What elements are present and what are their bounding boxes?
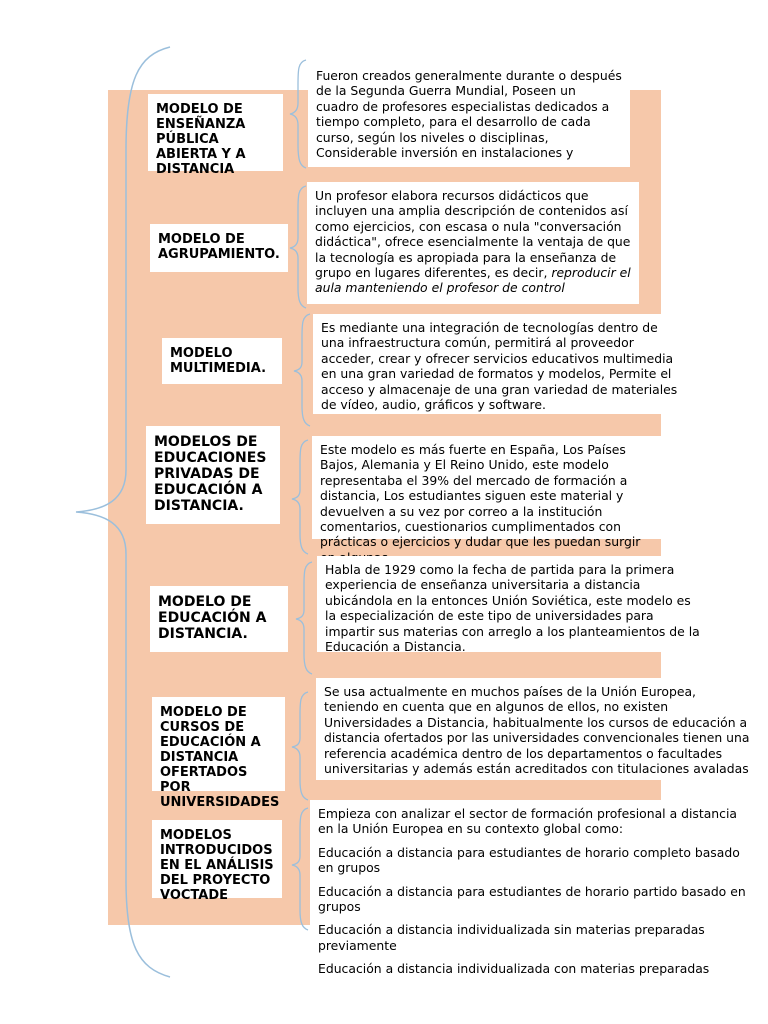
model-label-educaciones-privadas: MODELOS DE EDUCACIONES PRIVADAS DE EDUCACIÓN A DISTANCIA.	[146, 426, 280, 524]
description-text: Se usa actualmente en muchos países de la Unión Europea, teniendo en cuenta que en algunos de ellos, no existen Universidades a Distancia, habitualmente los cursos de educación a distancia ofertados por las universidades convencionales tienen una referencia académica dentro de los departamentos o facultades universitarias y además están acreditados con titulaciones avaladas	[324, 684, 750, 777]
description-text: Un profesor elabora recursos didácticos que incluyen una amplia descripción de contenidos así como ejercicios, con escasa o nula "conversación didáctica", ofrece esencialmente la ventaja de que la tecnología es apropiada para la enseñanza de grupo en lugares diferentes, es decir,	[315, 188, 631, 281]
model-description-agrupamiento	[307, 182, 639, 304]
brace-1	[290, 60, 306, 168]
model-description-educaciones-privadas	[312, 436, 664, 550]
description-italic-text: reproducir el aula manteniendo el profesor de control	[315, 265, 631, 296]
description-text: Este modelo es más fuerte en España, Los Países Bajos, Alemania y El Reino Unido, este modelo representaba el 39% del mercado de formación a distancia, Los estudiantes siguen este material y devuelven a su vez por correo a la institución comentarios, cuestionarios cumplimentados con prácticas o ejercicios y dudar que les puedan surgir	[320, 442, 641, 550]
model-description-cursos-universidades	[316, 678, 760, 780]
brace-7	[292, 808, 308, 930]
model-label-proyecto-voctade: MODELOS INTRODUCIDOS EN EL ANÁLISIS DEL PROYECTO VOCTADE	[152, 820, 282, 898]
description-text: Habla de 1929 como la fecha de partida para la primera experiencia de enseñanza universitaria a distancia ubicándola en la entonces Unión Soviética, este modelo es la especialización de este tipo de universidades para impartir sus materias con arreglo a los planteamientos de la Educación a Distancia.	[325, 562, 700, 655]
description-text: Fueron creados generalmente durante o después de la Segunda Guerra Mundial, Poseen un cuadro de profesores especialistas dedicados a tiempo completo, para el desarrollo de cada curso, según los niveles o disciplinas, Considerable inversión en instalaciones y	[316, 68, 622, 161]
brace-6	[292, 692, 308, 800]
model-description-educacion-distancia	[317, 556, 713, 655]
model-label-ensenanza-publica: MODELO DE ENSEÑANZA PÚBLICA ABIERTA Y A DISTANCIA	[148, 94, 283, 171]
description-paragraph: Educación a distancia individualizada sin materias preparadas previamente	[318, 922, 705, 953]
description-paragraph: Educación a distancia para estudiantes de horario completo basado en grupos	[318, 844, 740, 876]
model-description-multimedia	[313, 314, 693, 414]
brace-5	[296, 562, 312, 674]
brace-4	[292, 440, 308, 554]
model-description-proyecto-voctade	[310, 800, 760, 990]
model-label-educacion-distancia: MODELO DE EDUCACIÓN A DISTANCIA.	[150, 586, 288, 652]
model-description-ensenanza-publica	[308, 62, 630, 167]
model-label-agrupamiento: MODELO DE AGRUPAMIENTO.	[150, 224, 288, 272]
description-paragraph: Educación a distancia para estudiantes de horario partido basado en grupos	[318, 883, 746, 915]
description-text: Es mediante una integración de tecnologías dentro de una infraestructura común, permitirá al proveedor acceder, crear y ofrecer servicios educativos multimedia en una gran variedad de formatos y modelos, Permite el acceso y almacenaje de una gran variedad de materiales de vídeo, audio, gráficos y software.	[321, 320, 678, 413]
model-label-cursos-universidades: MODELO DE CURSOS DE EDUCACIÓN A DISTANCIA OFERTADOS POR UNIVERSIDADES	[152, 697, 285, 791]
brace-3	[294, 314, 310, 426]
description-paragraph: Educación a distancia individualizada con materias preparadas	[318, 961, 710, 977]
model-label-multimedia: MODELO MULTIMEDIA.	[162, 338, 282, 384]
brace-2	[290, 186, 306, 308]
description-paragraph: Empieza con analizar el sector de formación profesional a distancia en la Unión Europea en su contexto global como:	[318, 806, 738, 837]
